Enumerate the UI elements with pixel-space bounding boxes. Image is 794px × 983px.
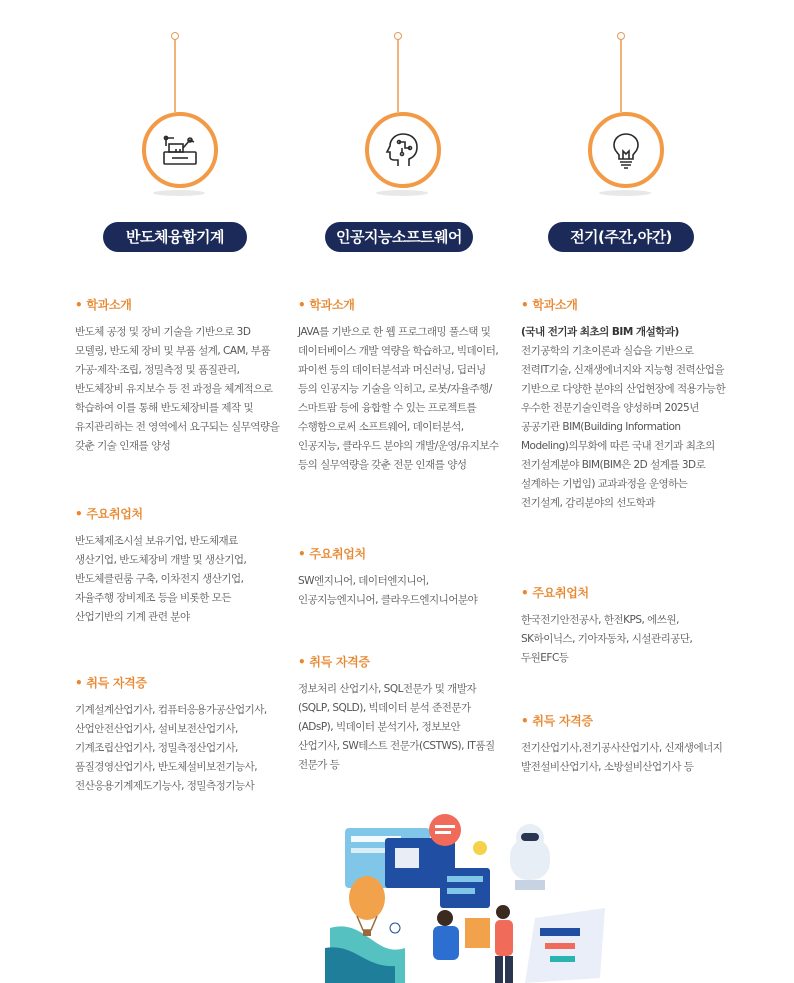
section-intro — [521, 296, 726, 513]
department-header — [75, 0, 275, 260]
connector-line — [397, 36, 399, 112]
department-title: 인공지능소프트웨어 — [325, 222, 473, 252]
section-body: JAVA를 기반으로 한 웹 프로그래밍 풀스택 및 데이터베이스 개발 역량을 학습하고, 빅데이터, 파이썬 등의 데이터분석과 머신러닝, 딥러닝 등의 인공지능 기술을 익히고, 로봇/자율주행/스마트팜 등에 융합할 수 있는 프로젝트를 수행함으로써 소프트웨어, 데이터분석, 인공지능, 클라우드 분야의 개발/운영/유지보수 등의 실무역량을 갖춘 전문 인재를 양성 — [298, 326, 499, 471]
section-title: • 취득 자격증 — [75, 674, 280, 691]
icon-shadow — [599, 190, 651, 196]
section-body: 기계설계산업기사, 컴퓨터응용가공산업기사, 산업안전산업기사, 설비보전산업기사, 기계조립산업기사, 정밀측정산업기사, 품질경영산업기사, 반도체설비보전기능사, 전산응용기계제도기능사, 정밀측정기능사 — [75, 704, 267, 792]
department-header — [298, 0, 498, 260]
section-body: 정보처리 산업기사, SQL전문가 및 개발자(SQLP, SQLD), 빅데이터 분석 준전문가(ADsP), 빅데이터 분석기사, 정보보안 산업기사, SW테스트 전문가(CSTWS), IT품질 전문가 등 — [298, 683, 495, 771]
semiconductor-machine-icon — [142, 112, 218, 188]
section-title: • 주요취업처 — [521, 584, 726, 601]
section-body: 전기산업기사,전기공사산업기사, 신재생에너지 발전설비산업기사, 소방설비산업기사 등 — [521, 742, 723, 773]
section-intro — [298, 296, 503, 475]
section-title: • 취득 자격증 — [298, 653, 503, 670]
lightbulb-icon — [588, 112, 664, 188]
department-title: 전기(주간,야간) — [548, 222, 694, 252]
section-certificates — [521, 712, 726, 777]
section-certificates — [298, 653, 503, 775]
section-title: • 취득 자격증 — [521, 712, 726, 729]
section-title: • 학과소개 — [298, 296, 503, 313]
department-title: 반도체융합기계 — [103, 222, 247, 252]
connector-line — [174, 36, 176, 112]
section-body: 한국전기안전공사, 한전KPS, 에쓰원, SK하이닉스, 기아자동차, 시설관리공단, 두원EFC등 — [521, 614, 693, 664]
technology-illustration — [325, 808, 610, 983]
connector-dot — [394, 32, 402, 40]
section-employers — [298, 545, 503, 610]
section-title: • 학과소개 — [521, 296, 726, 313]
connector-dot — [617, 32, 625, 40]
icon-shadow — [153, 190, 205, 196]
section-certificates — [75, 674, 280, 796]
department-header — [521, 0, 721, 260]
section-employers — [75, 505, 280, 627]
connector-line — [620, 36, 622, 112]
section-body: 반도체제조시설 보유기업, 반도체재료 생산기업, 반도체장비 개발 및 생산기업, 반도체클린룸 구축, 이차전지 생산기업, 자율주행 장비제조 등을 비롯한 모든 산업기반의 기계 관련 분야 — [75, 535, 247, 623]
section-title: • 주요취업처 — [75, 505, 280, 522]
icon-shadow — [376, 190, 428, 196]
ai-brain-icon — [365, 112, 441, 188]
section-title: • 주요취업처 — [298, 545, 503, 562]
section-title: • 학과소개 — [75, 296, 280, 313]
connector-dot — [171, 32, 179, 40]
section-body: 전기공학의 기초이론과 실습을 기반으로 전력IT기술, 신재생에너지와 지능형 전력산업을 기반으로 다양한 분야의 산업현장에 적용가능한 우수한 전문기술인력을 양성하며 2025년 공공기관 BIM(Building Information Modeling)의무화에 따른 국내 전기과 최초의 전기설계분야 BIM(BIM은 2D 설계를 3D로 설계하는 기법임) 교과과정을 운영하는 전기설계, 감리분야의 선도학과 — [521, 345, 726, 509]
section-body: 반도체 공정 및 장비 기술을 기반으로 3D 모델링, 반도체 장비 및 부품 설계, CAM, 부품 가공·제작·조립, 정밀측정 및 품질관리, 반도체장비 유지보수 등 전 과정을 체계적으로 학습하여 이를 통해 반도체장비를 제작 및 유지관리하는 전 영역에서 요구되는 실무역량을 갖춘 기술 인재를 양성 — [75, 326, 280, 452]
section-body: SW엔지니어, 데이터엔지니어, 인공지능엔지니어, 클라우드엔지니어분야 — [298, 575, 478, 606]
section-employers — [521, 584, 726, 668]
section-intro — [75, 296, 280, 456]
section-subtitle: (국내 전기과 최초의 BIM 개설학과) — [521, 326, 679, 338]
